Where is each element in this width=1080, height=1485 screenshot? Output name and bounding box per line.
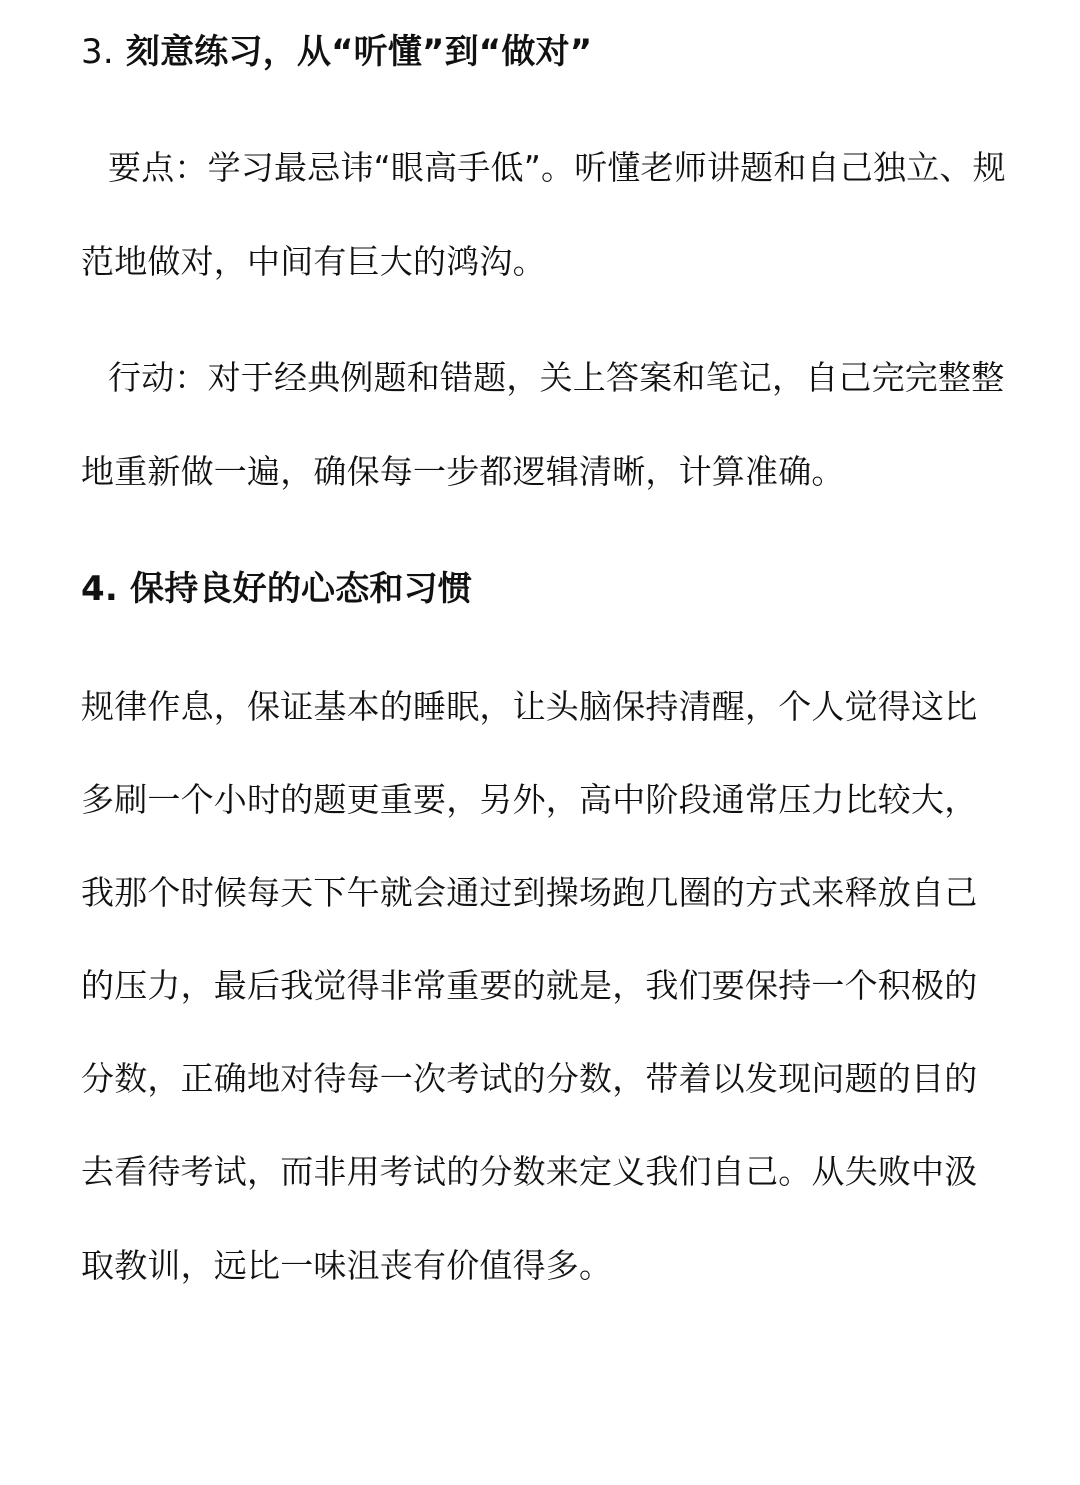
point-line-2: 范地做对，中间有巨大的鸿沟。: [81, 242, 546, 281]
body-line-4: 的压力，最后我觉得非常重要的就是，我们要保持一个积极的: [81, 966, 978, 1005]
action-line-2: 地重新做一遍，确保每一步都逻辑清晰，计算准确。: [81, 452, 845, 491]
body-line-1: 规律作息，保证基本的睡眠，让头脑保持清醒，个人觉得这比: [81, 687, 978, 726]
section-4-heading: [81, 569, 472, 609]
body-line-2: 多刷一个小时的题更重要，另外，高中阶段通常压力比较大，: [81, 780, 978, 819]
section-3-heading: [81, 32, 592, 72]
body-line-7: 取教训，远比一味沮丧有价值得多。: [81, 1246, 613, 1285]
section-4-title: 保持良好的心态和习惯: [130, 569, 473, 609]
section-3-number: 3.: [81, 32, 114, 72]
body-line-6: 去看待考试，而非用考试的分数来定义我们自己。从失败中汲: [81, 1152, 978, 1191]
section-3-title: 刻意练习，从“听懂”到“做对”: [125, 32, 593, 72]
point-line-1: 要点：学习最忌讳“眼高手低”。听懂老师讲题和自己独立、规: [108, 148, 1006, 187]
action-line-1: 行动：对于经典例题和错题，关上答案和笔记，自己完完整整: [108, 358, 1005, 397]
body-line-5: 分数，正确地对待每一次考试的分数，带着以发现问题的目的: [81, 1059, 978, 1098]
section-4-number: 4.: [81, 569, 118, 609]
body-line-3: 我那个时候每天下午就会通过到操场跑几圈的方式来释放自己: [81, 873, 978, 912]
